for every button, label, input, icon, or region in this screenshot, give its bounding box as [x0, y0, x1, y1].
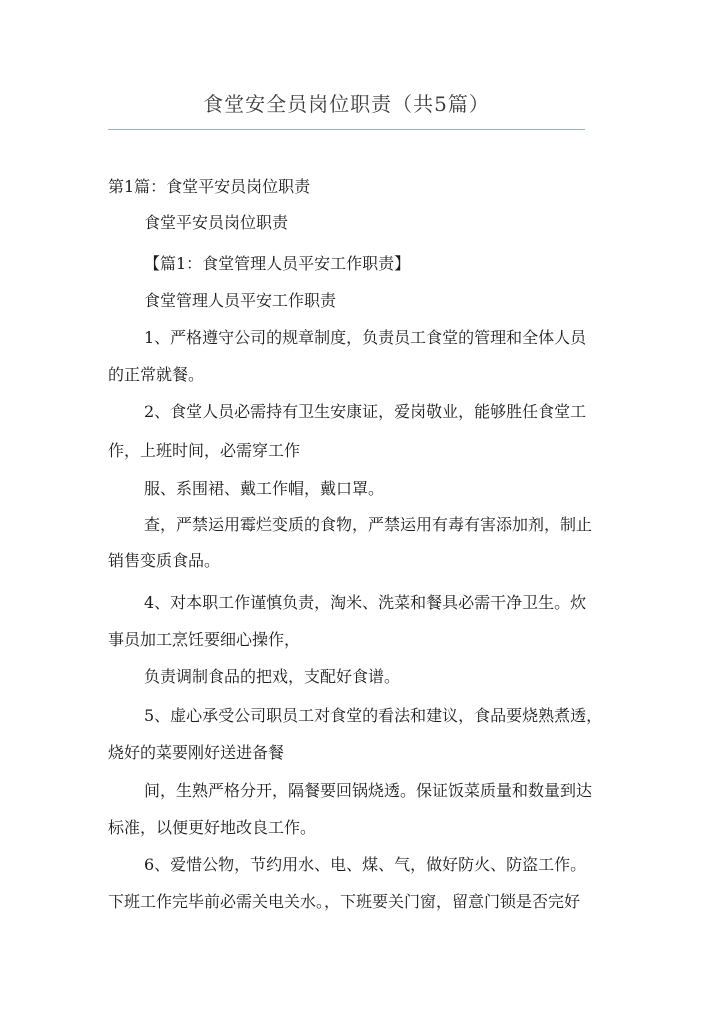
section-heading: 第1篇：食堂平安员岗位职责 [108, 177, 311, 196]
paragraph-line: 下班工作完毕前必需关电关水。，下班要关门窗，留意门锁是否完好 [108, 892, 581, 911]
subheading: 食堂平安员岗位职责 [144, 213, 289, 232]
article-subtitle: 食堂管理人员平安工作职责 [144, 291, 337, 310]
paragraph-line: 的正常就餐。 [108, 365, 205, 384]
paragraph-line: 1、严格遵守公司的规章制度，负责员工食堂的管理和全体人员 [144, 328, 587, 347]
article-heading: 【篇1：食堂管理人员平安工作职责】 [144, 254, 411, 273]
title-divider [108, 129, 585, 130]
paragraph-line: 间，生熟严格分开，隔餐要回锅烧透。保证饭菜质量和数量到达 [144, 781, 593, 800]
document-title: 食堂安全员岗位职责（共5篇） [203, 92, 490, 116]
paragraph-line: 标准，以便更好地改良工作。 [108, 818, 317, 837]
paragraph-line: 2、食堂人员必需持有卫生安康证，爱岗敬业，能够胜任食堂工 [144, 402, 587, 421]
paragraph-line: 查，严禁运用霉烂变质的食物，严禁运用有毒有害添加剂，制止 [144, 515, 593, 534]
paragraph-line: 事员加工烹饪要细心操作， [108, 630, 301, 649]
paragraph-line: 服、系围裙、戴工作帽，戴口罩。 [144, 479, 385, 498]
paragraph-line: 作，上班时间，必需穿工作 [108, 441, 301, 460]
paragraph-line: 6、爱惜公物，节约用水、电、煤、气，做好防火、防盗工作。 [144, 855, 587, 874]
paragraph-line: 销售变质食品。 [108, 551, 221, 570]
paragraph-line: 4、对本职工作谨慎负责，淘米、洗菜和餐具必需干净卫生。炊 [144, 593, 587, 612]
paragraph-line: 5、虚心承受公司职员工对食堂的看法和建议，食品要烧熟煮透， [144, 706, 603, 725]
paragraph-line: 负责调制食品的把戏，支配好食谱。 [144, 667, 401, 686]
paragraph-line: 烧好的菜要刚好送进备餐 [108, 743, 285, 762]
